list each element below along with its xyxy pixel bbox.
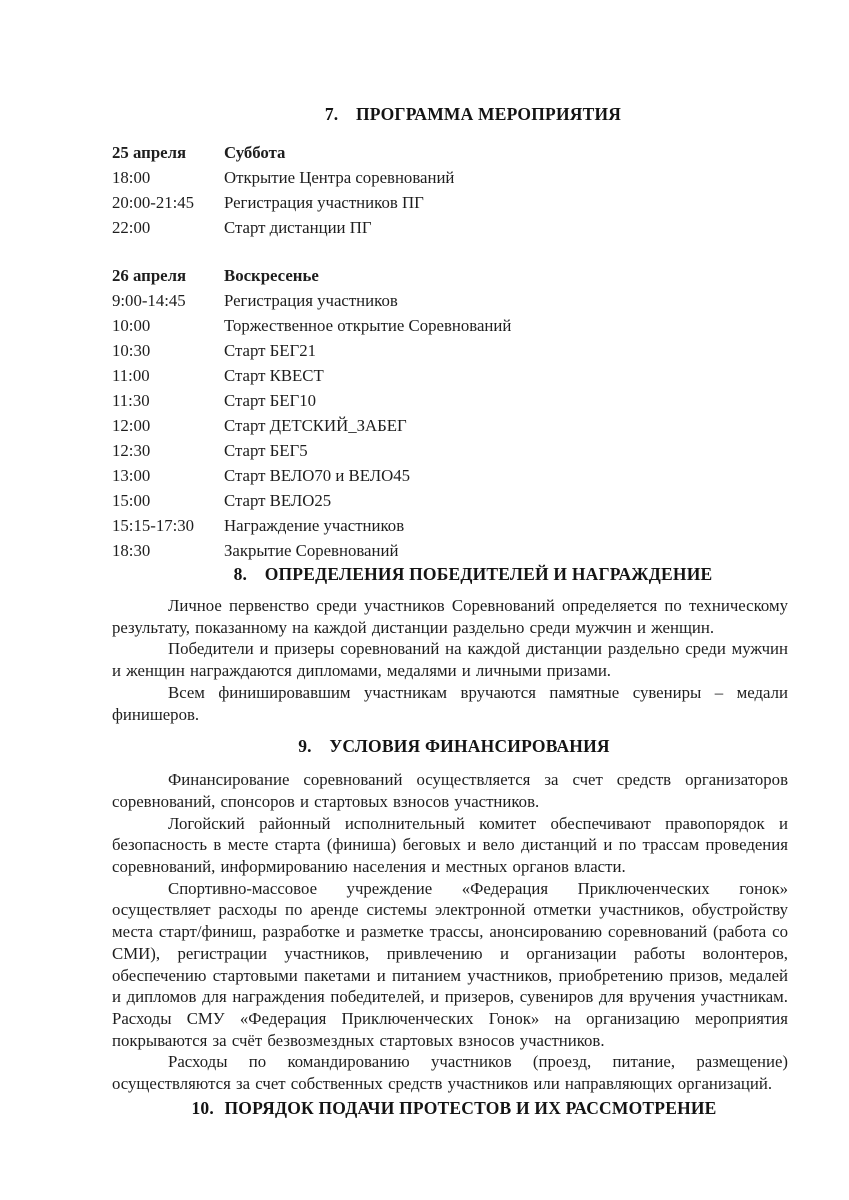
- schedule-row: [112, 538, 788, 563]
- schedule-event: Регистрация участников ПГ: [224, 193, 424, 212]
- schedule-row: [112, 513, 788, 538]
- schedule-event: Регистрация участников: [224, 291, 398, 310]
- winners-paragraphs: [112, 595, 788, 725]
- schedule-row: [112, 438, 788, 463]
- schedule-row: [112, 313, 788, 338]
- section-number-program: 7.: [324, 104, 339, 124]
- schedule-day-1: [112, 140, 788, 240]
- schedule-day-name: Воскресенье: [224, 266, 319, 285]
- section-title-winners: ОПРЕДЕЛЕНИЯ ПОБЕДИТЕЛЕЙ И НАГРАЖДЕНИЕ: [264, 564, 713, 584]
- schedule-time: 18:30: [112, 541, 151, 560]
- schedule-time: 11:00: [112, 366, 150, 385]
- schedule-row: [112, 190, 788, 215]
- schedule-event: Старт БЕГ21: [224, 341, 317, 360]
- schedule-row: [112, 338, 788, 363]
- financing-paragraphs: [112, 769, 788, 1095]
- schedule-time: 12:00: [112, 416, 151, 435]
- schedule-event: Старт КВЕСТ: [224, 366, 324, 385]
- schedule-event: Торжественное открытие Соревнований: [224, 316, 512, 335]
- schedule-row: [112, 288, 788, 313]
- schedule-day-header: [112, 140, 788, 165]
- schedule-time: 11:30: [112, 391, 150, 410]
- schedule-event: Старт ДЕТСКИЙ_ЗАБЕГ: [224, 416, 407, 435]
- document-content: [112, 103, 788, 1119]
- paragraph: Расходы по командированию участников (проезд, питание, размещение) осуществляются за счет собственных средств участников или направляющих организаций.: [112, 1052, 788, 1094]
- schedule-event: Старт ВЕЛО25: [224, 491, 332, 510]
- section-heading-protests: [116, 1097, 792, 1119]
- schedule-date: 26 апреля: [112, 266, 187, 285]
- section-heading-financing: [116, 735, 792, 757]
- schedule-day-name: Суббота: [224, 143, 286, 162]
- paragraph: Логойский районный исполнительный комитет обеспечивают правопорядок и безопасность в месте старта (финиша) беговых и вело дистанций и по трассам проведения соревнований, информированию населения и местных органов власти.: [112, 813, 788, 877]
- schedule-event: Награждение участников: [224, 516, 405, 535]
- schedule-event: Закрытие Соревнований: [224, 541, 399, 560]
- section-title-financing: УСЛОВИЯ ФИНАНСИРОВАНИЯ: [329, 736, 610, 757]
- schedule-date: 25 апреля: [112, 143, 187, 162]
- schedule-day-2: [112, 263, 788, 563]
- schedule-time: 22:00: [112, 218, 151, 237]
- schedule-time: 20:00-21:45: [112, 193, 195, 212]
- schedule-row: [112, 363, 788, 388]
- schedule-day-header: [112, 263, 788, 288]
- paragraph: Спортивно-массовое учреждение «Федерация Приключенческих гонок» осуществляет расходы по аренде системы электронной отметки участников, обустройству места старт/финиш, разработке и разметке трассы, анонсированию соревнований (работа со СМИ), регистрации участников, привлечению и организации работы волонтеров, обеспечению стартовыми пакетами и питанием участников, приобретению призов, медалей и дипломов для награждения победителей, и призеров, сувениров для вручения участникам. Расходы СМУ «Федерация Приключенческих Гонок» на организацию мероприятия покрываются за счёт безвозмездных стартовых взносов участников.: [112, 878, 788, 1050]
- section-number-financing: 9.: [298, 736, 312, 757]
- section-heading-program: [135, 103, 811, 125]
- schedule-event: Старт ВЕЛО70 и ВЕЛО45: [224, 466, 411, 485]
- schedule-time: 15:15-17:30: [112, 516, 195, 535]
- paragraph: Финансирование соревнований осуществляется за счет средств организаторов соревнований, спонсоров и стартовых взносов участников.: [112, 770, 788, 811]
- schedule-event: Открытие Центра соревнований: [224, 168, 455, 187]
- schedule-time: 15:00: [112, 491, 151, 510]
- schedule-row: [112, 413, 788, 438]
- schedule-row: [112, 463, 788, 488]
- schedule-time: 13:00: [112, 466, 151, 485]
- schedule-row: [112, 165, 788, 190]
- schedule-event: Старт БЕГ10: [224, 391, 317, 410]
- schedule-time: 10:00: [112, 316, 151, 335]
- section-title-program: ПРОГРАММА МЕРОПРИЯТИЯ: [355, 104, 622, 124]
- schedule-event: Старт БЕГ5: [224, 441, 308, 460]
- schedule-time: 18:00: [112, 168, 151, 187]
- schedule-row: [112, 388, 788, 413]
- paragraph: Всем финишировавшим участникам вручаются памятные сувениры – медали финишеров.: [112, 682, 788, 724]
- section-number-protests: 10.: [191, 1097, 214, 1118]
- section-number-winners: 8.: [233, 564, 248, 584]
- schedule-time: 12:30: [112, 441, 151, 460]
- paragraph: Победители и призеры соревнований на каждой дистанции раздельно среди мужчин и женщин награждаются дипломами, медалями и личными призами.: [112, 639, 788, 681]
- section-heading-winners: [135, 563, 811, 585]
- schedule-event: Старт дистанции ПГ: [224, 218, 372, 237]
- paragraph: Личное первенство среди участников Соревнований определяется по техническому результату, показанному на каждой дистанции раздельно среди мужчин и женщин.: [112, 596, 788, 637]
- schedule-row: [112, 488, 788, 513]
- section-title-protests: ПОРЯДОК ПОДАЧИ ПРОТЕСТОВ И ИХ РАССМОТРЕНИЕ: [224, 1097, 717, 1118]
- schedule-time: 10:30: [112, 341, 151, 360]
- schedule-row: [112, 215, 788, 240]
- schedule-time: 9:00-14:45: [112, 291, 186, 310]
